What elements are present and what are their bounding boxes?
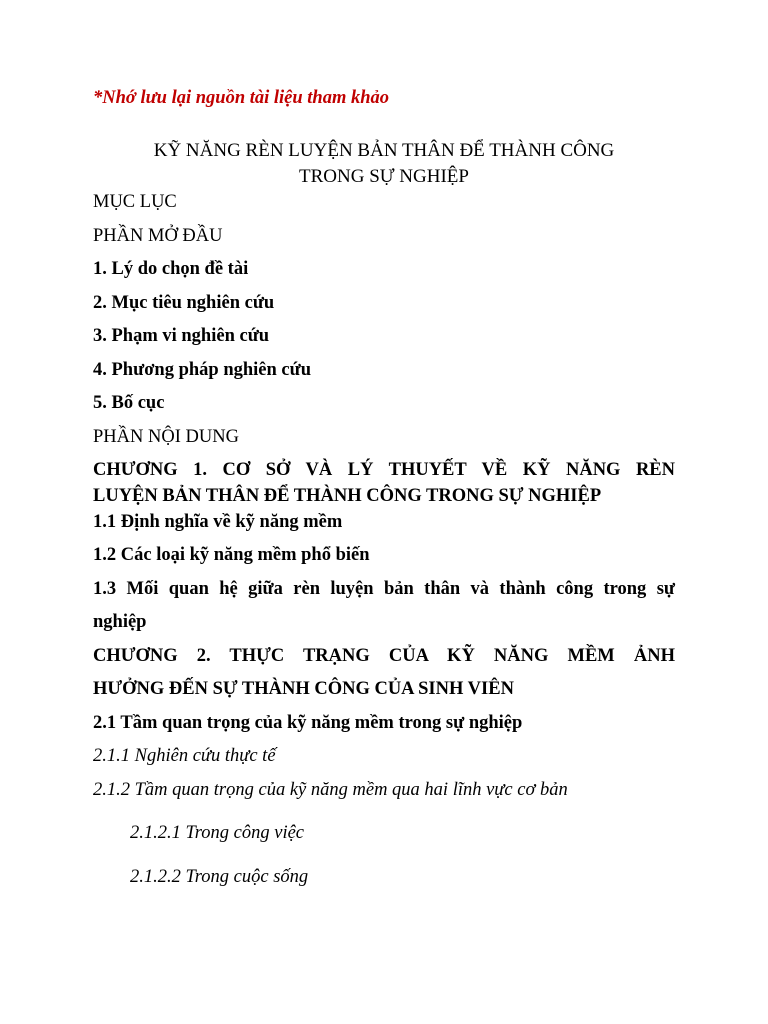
toc-item: 1.2 Các loại kỹ năng mềm phổ biến	[93, 545, 370, 565]
toc-chapter-1-line-1: CHƯƠNG 1. CƠ SỞ VÀ LÝ THUYẾT VỀ KỸ NĂNG RÈN	[93, 460, 675, 480]
toc-content-heading: PHẦN NỘI DUNG	[93, 427, 239, 447]
toc-item: 3. Phạm vi nghiên cứu	[93, 326, 270, 346]
toc-item: 1. Lý do chọn đề tài	[93, 259, 249, 279]
toc-section: 2.1 Tầm quan trọng của kỹ năng mềm trong sự nghiệp	[93, 713, 523, 733]
toc-chapter-1-line-2: LUYỆN BẢN THÂN ĐỂ THÀNH CÔNG TRONG SỰ NGHIỆP	[93, 486, 602, 506]
toc-subsection: 2.1.1 Nghiên cứu thực tế	[93, 746, 276, 766]
toc-item: 2. Mục tiêu nghiên cứu	[93, 293, 275, 313]
document-title-line-1: KỸ NĂNG RÈN LUYỆN BẢN THÂN ĐỂ THÀNH CÔNG	[153, 140, 615, 161]
document-title-line-2: TRONG SỰ NGHIỆP	[299, 166, 469, 187]
toc-item: 1.3 Mối quan hệ giữa rèn luyện bản thân và thành công trong sự	[93, 579, 675, 599]
toc-item: 5. Bố cục	[93, 393, 165, 413]
toc-chapter-2-line-2: HƯỞNG ĐẾN SỰ THÀNH CÔNG CỦA SINH VIÊN	[93, 679, 514, 699]
toc-subsection: 2.1.2 Tầm quan trọng của kỹ năng mềm qua hai lĩnh vực cơ bản	[93, 780, 568, 800]
toc-item-continuation: nghiệp	[93, 612, 147, 632]
toc-heading: MỤC LỤC	[93, 192, 177, 212]
toc-intro-heading: PHẦN MỞ ĐẦU	[93, 226, 223, 246]
toc-item: 1.1 Định nghĩa về kỹ năng mềm	[93, 512, 343, 532]
toc-subsubsection: 2.1.2.2 Trong cuộc sống	[130, 867, 309, 887]
toc-chapter-2-line-1: CHƯƠNG 2. THỰC TRẠNG CỦA KỸ NĂNG MỀM ẢNH	[93, 646, 675, 666]
toc-item: 4. Phương pháp nghiên cứu	[93, 360, 312, 380]
reference-note: *Nhớ lưu lại nguồn tài liệu tham khảo	[93, 88, 390, 108]
toc-subsubsection: 2.1.2.1 Trong công việc	[130, 823, 305, 843]
